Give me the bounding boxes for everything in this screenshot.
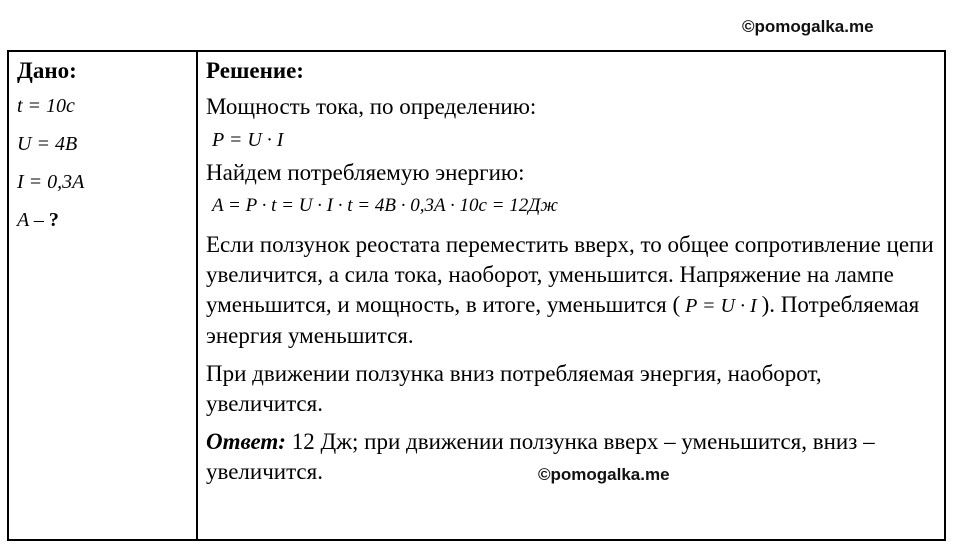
answer-label: Ответ: (206, 429, 286, 454)
given-current: I = 0,3A (17, 171, 85, 193)
solution-heading: Решение: (206, 58, 304, 83)
answer-text: 12 Дж; при движении ползунка вверх – уменьшится, вниз – увеличится. (206, 429, 875, 484)
explanation-text: Если ползунок реостата переместить вверх, то общее сопротивление цепи увеличится, а сила тока, наоборот, уменьшится. Напряжение на лампе уменьшится, и мощность, в итоге, уменьшится ( (206, 232, 934, 317)
energy-text: Найдем потребляемую энергию: (206, 160, 525, 185)
given-column (17, 57, 192, 239)
given-voltage: U = 4B (17, 133, 78, 155)
solution-table (7, 50, 946, 541)
explanation-formula: P = U · I (680, 295, 762, 317)
explanation-paragraph (206, 230, 941, 351)
downward-paragraph: При движении ползунка вниз потребляемая энергия, наоборот, увеличится. (206, 361, 822, 416)
explanation-end: ). Потребляемая энергия уменьшится. (206, 292, 920, 348)
power-definition-text: Мощность тока, по определению: (206, 94, 537, 119)
watermark-middle: ©pomogalka.me (538, 465, 670, 484)
unknown-symbol: A – (17, 209, 49, 231)
given-heading: Дано: (17, 58, 77, 83)
given-time: t = 10c (17, 95, 75, 117)
given-unknown (17, 201, 192, 239)
power-formula: P = U · I (212, 129, 284, 151)
solution-column (206, 57, 941, 487)
question-mark: ? (48, 209, 59, 231)
watermark-top: ©pomogalka.me (742, 17, 874, 36)
energy-formula: A = P · t = U · I · t = 4B · 0,3A · 10c = 12Дж (212, 195, 558, 216)
column-divider (196, 52, 198, 539)
